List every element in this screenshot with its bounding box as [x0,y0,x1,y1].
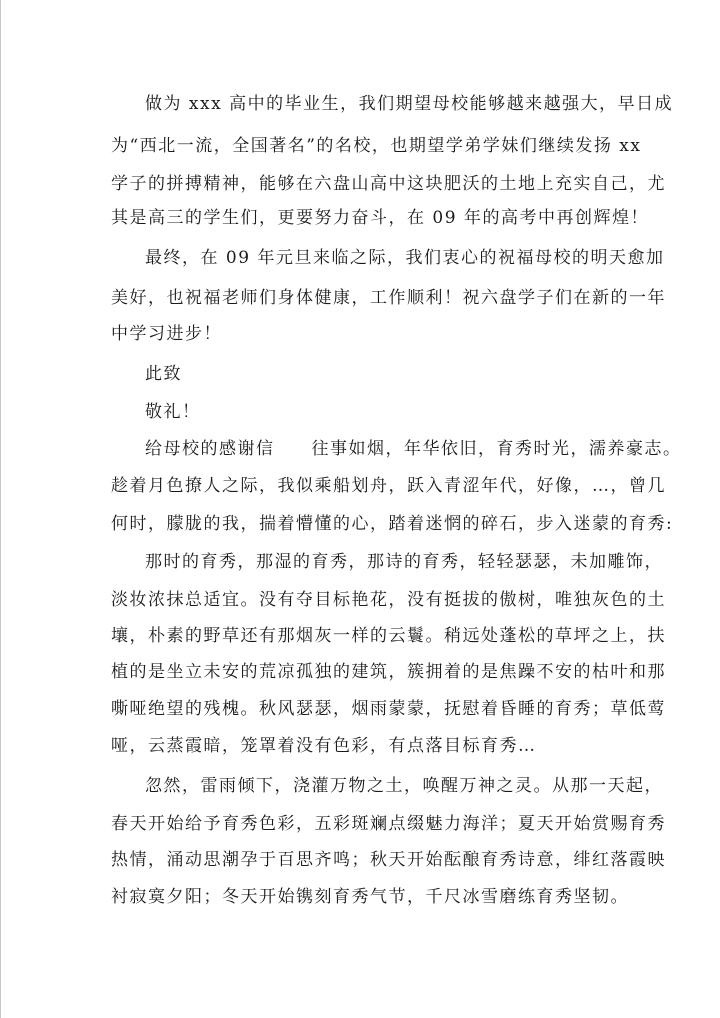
text-line: 做为 xxx 高中的毕业生，我们期望母校能够越来越强大，早日成 [145,94,674,114]
text-line: 热情，涌动思潮孕于百思齐鸣；秋天开始酝酿育秀诗意，绯红落霞映 [111,850,666,870]
text-line: 趁着月色撩人之际，我似乘船划舟，跃入青涩年代，好像，…，曾几 [111,476,666,496]
text-line: 植的是坐立未安的荒凉孤独的建筑，簇拥着的是焦躁不安的枯叶和那 [111,662,666,682]
text-line: 春天开始给予育秀色彩，五彩斑斓点缀魅力海洋；夏天开始赏赐育秀 [111,814,666,834]
salutation-line: 敬礼！ [145,402,201,422]
text-line: 为“西北一流，全国著名”的名校，也期望学弟学妹们继续发扬 xx [111,136,642,156]
closing-line: 此致 [145,364,182,384]
text-line: 那时的育秀，那湿的育秀，那诗的育秀，轻轻瑟瑟，未加雕饰， [145,552,663,572]
text-line: 忽然，雷雨倾下，浇灌万物之土，唤醒万神之灵。从那一天起， [145,776,663,796]
text-line: 学子的拼搏精神，能够在六盘山高中这块肥沃的土地上充实自己，尤 [111,174,666,194]
text-line: 美好，也祝福老师们身体健康，工作顺利！祝六盘学子们在新的一年 [111,288,666,308]
text-line: 淡妆浓抹总适宜。没有夺目标艳花，没有挺拔的傲树，唯独灰色的土 [111,590,666,610]
text-line: 中学习进步！ [111,324,222,344]
text-line: 衬寂寞夕阳；冬天开始镌刻育秀气节，千尺冰雪磨练育秀坚韧。 [111,887,629,907]
letter-title-line: 给母校的感谢信 往事如烟，年华依旧，育秀时光，濡养豪志。 [145,439,682,459]
text-line: 壤，朴素的野草还有那烟灰一样的云鬟。稍远处蓬松的草坪之上，扶 [111,626,666,646]
text-line: 哑，云蒸霞暗，笼罩着没有色彩，有点落目标育秀… [111,736,537,756]
text-line: 何时，朦胧的我，揣着懵懂的心，踏着迷惘的碎石，步入迷蒙的育秀: [111,514,674,534]
text-line: 最终，在 09 年元旦来临之际，我们衷心的祝福母校的明天愈加 [145,248,665,268]
text-line: 其是高三的学生们，更要努力奋斗，在 09 年的高考中再创辉煌！ [111,208,649,228]
text-line: 嘶哑绝望的残槐。秋风瑟瑟，烟雨蒙蒙，抚慰着昏睡的育秀；草低莺 [111,699,666,719]
